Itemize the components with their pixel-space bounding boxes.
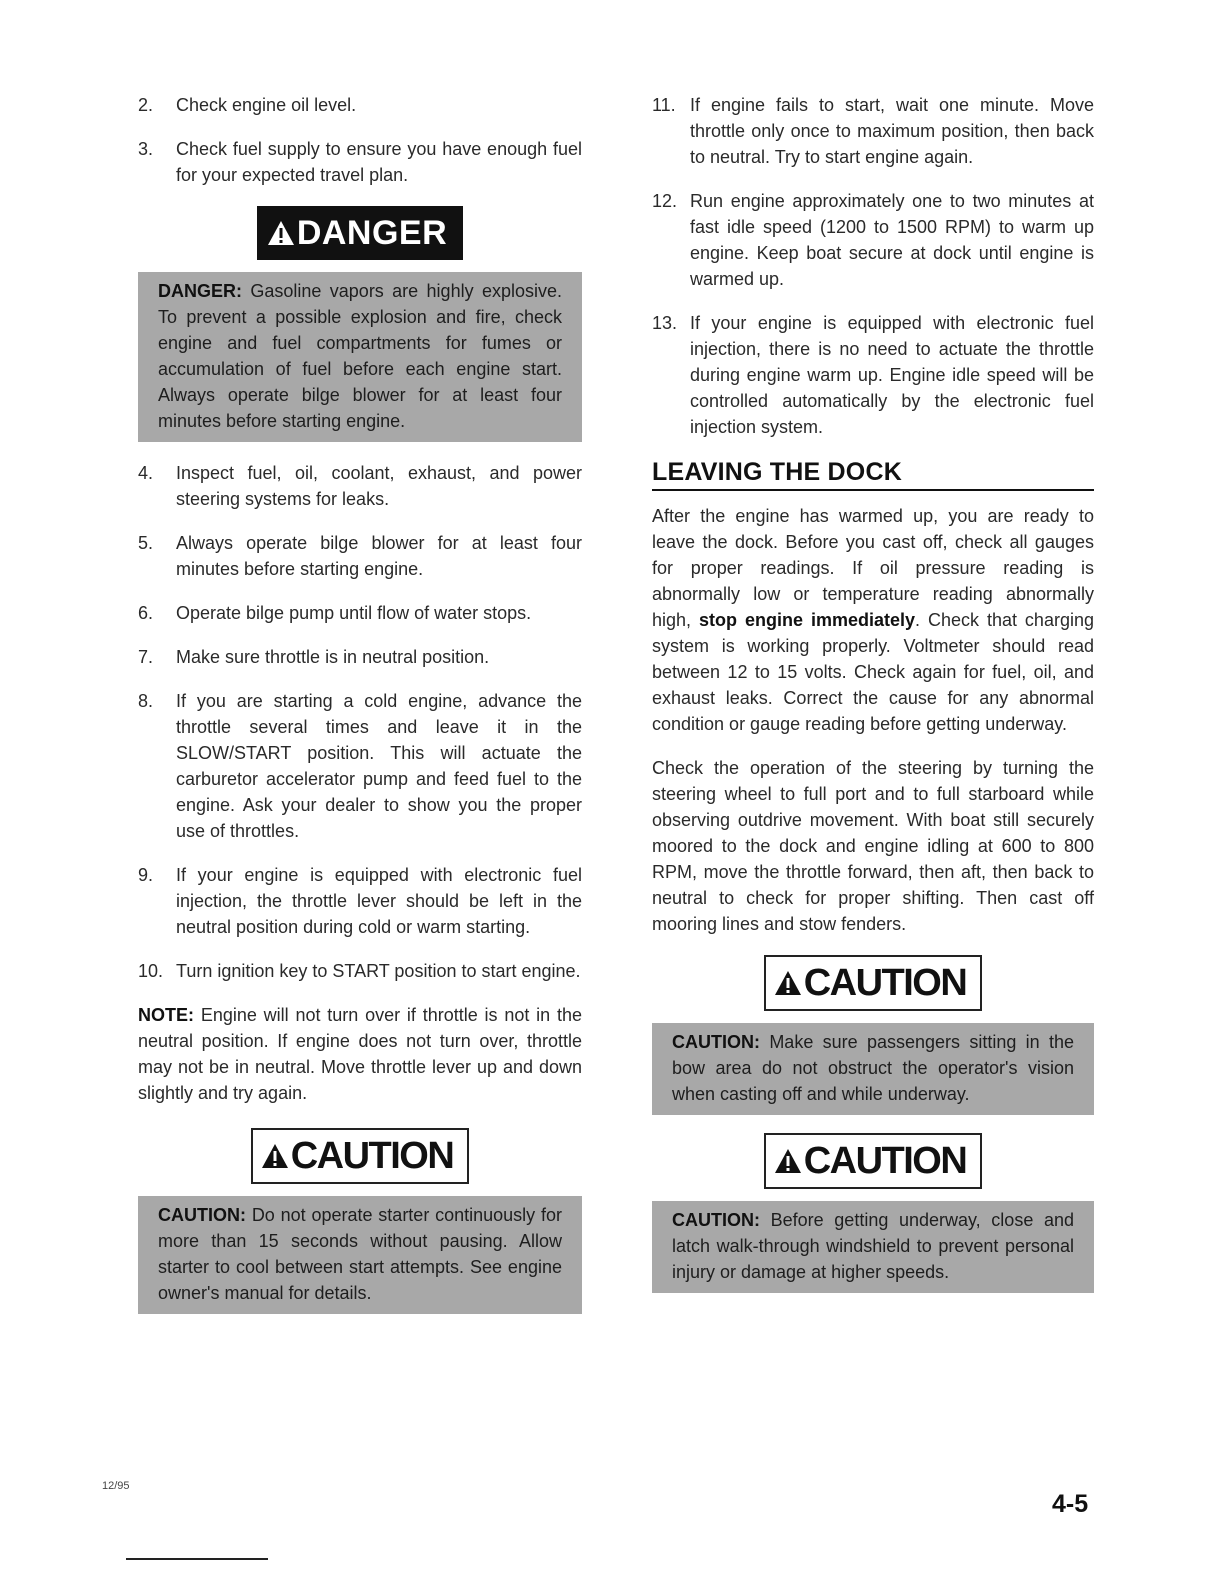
- caution-label-text: CAUTION: [803, 1139, 967, 1182]
- danger-message-box: [138, 272, 582, 442]
- left-column: [138, 92, 582, 1332]
- danger-text: Gasoline vapors are highly explosive. To prevent a possible explosion and fire, check engine and fuel compartments for fumes or accumulation of fuel before each engine start. Always operate bilge blower for at least four minutes before starting engine.: [158, 281, 562, 431]
- step-text: Inspect fuel, oil, coolant, exhaust, and power steering systems for leaks.: [176, 463, 582, 509]
- paragraph-text: After the engine has warmed up, you are ready to leave the dock. Before you cast off, check all gauges for proper readings. If oil pressure reading is abnormally low or temperature reading abnormally high,: [652, 506, 1094, 630]
- step-text: Run engine approximately one to two minutes at fast idle speed (1200 to 1500 RPM) to warm up engine. Keep boat secure at dock until engine is warmed up.: [690, 191, 1094, 289]
- caution-signal-windshield: [652, 1133, 1094, 1189]
- step-7: [138, 644, 582, 670]
- step-text: If your engine is equipped with electronic fuel injection, the throttle lever should be left in the neutral position during cold or warm starting.: [176, 865, 582, 937]
- step-number: 9.: [138, 865, 154, 885]
- caution-lead: CAUTION:: [158, 1205, 246, 1225]
- step-2: [138, 92, 582, 118]
- step-text: If your engine is equipped with electronic fuel injection, there is no need to actuate the throttle during engine warm up. Engine idle speed will be controlled automatically by the electronic fuel injection system.: [690, 313, 1094, 437]
- caution-label: [764, 1133, 983, 1189]
- caution-signal-starter: [138, 1128, 582, 1184]
- step-text: Check fuel supply to ensure you have enough fuel for your expected travel plan.: [176, 139, 582, 185]
- step-13: [652, 310, 1094, 440]
- step-number: 2.: [138, 95, 154, 115]
- step-text: Always operate bilge blower for at least four minutes before starting engine.: [176, 533, 582, 579]
- step-text: If you are starting a cold engine, advance the throttle several times and leave it in the SLOW/START position. This will actuate the carburetor accelerator pump and feed fuel to the engine. Ask your dealer to show you the proper use of throttles.: [176, 691, 582, 841]
- caution-label: [251, 1128, 470, 1184]
- footer-date: 12/95: [102, 1480, 130, 1492]
- step-text: Turn ignition key to START position to start engine.: [176, 961, 581, 981]
- step-4: [138, 460, 582, 512]
- caution-lead: CAUTION:: [672, 1210, 760, 1230]
- step-6: [138, 600, 582, 626]
- warning-triangle-icon: [774, 1148, 802, 1174]
- step-number: 3.: [138, 139, 154, 159]
- note-text: Engine will not turn over if throttle is not in the neutral position. If engine does not turn over, throttle may not be in neutral. Move throttle lever up and down slightly and try again.: [138, 1005, 582, 1103]
- caution-signal-passengers: [652, 955, 1094, 1011]
- step-text: Operate bilge pump until flow of water stops.: [176, 603, 532, 623]
- caution-lead: CAUTION:: [672, 1032, 760, 1052]
- step-5: [138, 530, 582, 582]
- footer-rule: [126, 1558, 268, 1560]
- step-number: 5.: [138, 533, 154, 553]
- caution-label-text: CAUTION: [290, 1134, 454, 1177]
- right-column: [652, 92, 1094, 1311]
- caution-text: Make sure passengers sitting in the bow area do not obstruct the operator's vision when casting off and while underway.: [672, 1032, 1074, 1104]
- danger-label-text: DANGER: [296, 214, 448, 252]
- paragraph-bold-text: stop engine immediately: [699, 610, 915, 630]
- step-number: 11.: [652, 95, 676, 115]
- caution-text: Do not operate starter continuously for more than 15 seconds without pausing. Allow starter to cool between start attempts. See engine owner's manual for details.: [158, 1205, 562, 1303]
- caution-message-box-windshield: [652, 1201, 1094, 1293]
- leaving-dock-paragraph-2: Check the operation of the steering by turning the steering wheel to full port and to full starboard while observing outdrive movement. With boat still securely moored to the dock and engine idling at 600 to 800 RPM, move the throttle forward, then aft, then back to neutral to check for proper shifting. Then cast off mooring lines and stow fenders.: [652, 758, 1094, 934]
- caution-message-box-starter: [138, 1196, 582, 1314]
- leaving-dock-paragraph-1: [652, 503, 1094, 737]
- warning-triangle-icon: [261, 1143, 289, 1169]
- step-9: [138, 862, 582, 940]
- danger-label: [257, 206, 463, 260]
- page-number: 4-5: [1052, 1490, 1089, 1518]
- warning-triangle-icon: [267, 220, 295, 246]
- step-8: [138, 688, 582, 844]
- step-text: Check engine oil level.: [176, 95, 357, 115]
- step-12: [652, 188, 1094, 292]
- step-text: Make sure throttle is in neutral position.: [176, 647, 490, 667]
- step-10: [138, 958, 582, 984]
- step-text: If engine fails to start, wait one minute. Move throttle only once to maximum position, then back to neutral. Try to start engine again.: [690, 95, 1094, 167]
- step-number: 4.: [138, 463, 154, 483]
- caution-label: [764, 955, 983, 1011]
- step-number: 7.: [138, 647, 154, 667]
- note: [138, 1002, 582, 1106]
- caution-text: Before getting underway, close and latch walk-through windshield to prevent personal injury or damage at higher speeds.: [672, 1210, 1074, 1282]
- section-heading-leaving-the-dock: LEAVING THE DOCK: [652, 458, 1094, 491]
- step-number: 6.: [138, 603, 154, 623]
- danger-lead: DANGER:: [158, 281, 242, 301]
- step-number: 12.: [652, 191, 678, 211]
- step-11: [652, 92, 1094, 170]
- danger-signal: [138, 206, 582, 260]
- caution-message-box-passengers: [652, 1023, 1094, 1115]
- paragraph-text-continued: . Check that charging system is working properly. Voltmeter should read between 12 to 15 volts. Check again for fuel, oil, and exhaust leaks. Correct the cause for any abnormal condition or gauge reading before getting underway.: [652, 610, 1094, 734]
- step-number: 8.: [138, 691, 154, 711]
- caution-label-text: CAUTION: [803, 961, 967, 1004]
- warning-triangle-icon: [774, 970, 802, 996]
- step-3: [138, 136, 582, 188]
- note-lead: NOTE:: [138, 1005, 194, 1025]
- step-number: 13.: [652, 313, 678, 333]
- step-number: 10.: [138, 961, 164, 981]
